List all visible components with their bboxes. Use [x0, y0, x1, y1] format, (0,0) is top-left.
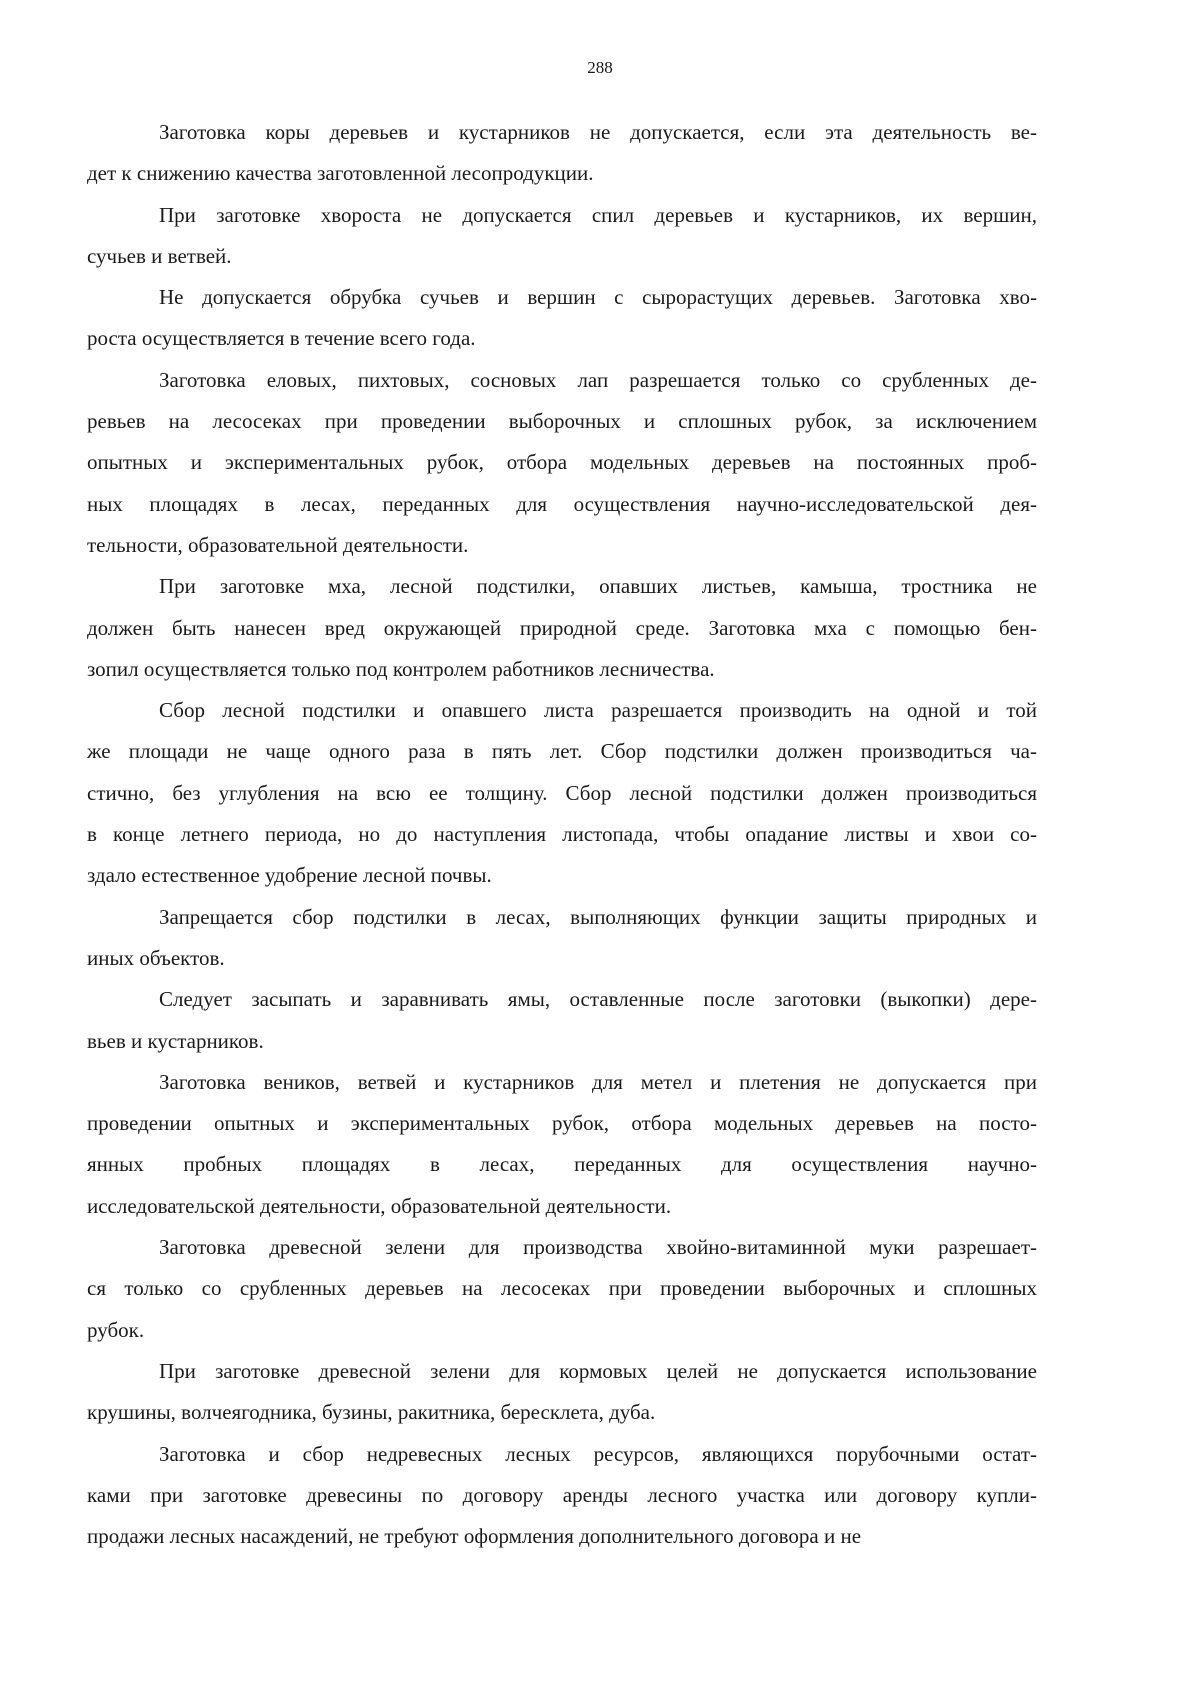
text-line: рубок.: [87, 1317, 145, 1342]
paragraph: [87, 1351, 1037, 1434]
paragraph: [87, 112, 1037, 195]
text-line: крушины, волчеягодника, бузины, ракитника, бересклета, дуба.: [87, 1400, 656, 1425]
text-line: иных объектов.: [87, 945, 225, 970]
text-line: Заготовка веников, ветвей и кустарников для метел и плетения не допускается при: [159, 1069, 1037, 1094]
paragraph: [87, 690, 1037, 896]
text-line: Заготовка древесной зелени для производства хвойно-витаминной муки разрешает-: [159, 1235, 1037, 1260]
page-number: 288: [587, 58, 613, 77]
text-line: проведении опытных и экспериментальных рубок, отбора модельных деревьев на посто-: [87, 1111, 1037, 1136]
text-line: роста осуществляется в течение всего года.: [87, 326, 476, 351]
text-line: тельности, образовательной деятельности.: [87, 532, 469, 557]
text-line: в конце летнего периода, но до наступления листопада, чтобы опадание листвы и хвои со-: [87, 822, 1037, 847]
text-line: янных пробных площадях в лесах, переданных для осуществления научно-: [87, 1152, 1037, 1177]
text-line: Заготовка еловых, пихтовых, сосновых лап разрешается только со срубленных де-: [159, 367, 1037, 392]
text-line: же площади не чаще одного раза в пять лет. Сбор подстилки должен производиться ча-: [87, 739, 1037, 764]
paragraph: [87, 566, 1037, 690]
paragraph: [87, 1434, 1037, 1558]
text-line: Запрещается сбор подстилки в лесах, выполняющих функции защиты природных и: [159, 904, 1037, 929]
text-line: ся только со срубленных деревьев на лесосеках при проведении выборочных и сплошных: [87, 1276, 1037, 1301]
text-line: сучьев и ветвей.: [87, 243, 232, 268]
paragraph: [87, 897, 1037, 980]
paragraph: [87, 979, 1037, 1062]
text-line: Сбор лесной подстилки и опавшего листа разрешается производить на одной и той: [159, 698, 1037, 723]
text-line: При заготовке древесной зелени для кормовых целей не допускается использование: [159, 1358, 1037, 1383]
text-line: дет к снижению качества заготовленной лесопродукции.: [87, 161, 594, 186]
text-line: должен быть нанесен вред окружающей природной среде. Заготовка мха с помощью бен-: [87, 615, 1037, 640]
text-line: стично, без углубления на всю ее толщину. Сбор лесной подстилки должен производиться: [87, 780, 1037, 805]
text-line: продажи лесных насаждений, не требуют оформления дополнительного договора и не: [87, 1524, 862, 1549]
paragraph: [87, 277, 1037, 360]
text-line: исследовательской деятельности, образовательной деятельности.: [87, 1193, 672, 1218]
paragraph: [87, 360, 1037, 566]
text-line: Не допускается обрубка сучьев и вершин с сырорастущих деревьев. Заготовка хво-: [159, 285, 1037, 310]
text-line: ных площадях в лесах, переданных для осуществления научно-исследовательской дея-: [87, 491, 1037, 516]
text-line: вьев и кустарников.: [87, 1028, 264, 1053]
document-body: [87, 112, 1037, 1557]
text-line: При заготовке мха, лесной подстилки, опавших листьев, камыша, тростника не: [159, 574, 1037, 599]
text-line: зопил осуществляется только под контролем работников лесничества.: [87, 656, 715, 681]
text-line: опытных и экспериментальных рубок, отбора модельных деревьев на постоянных проб-: [87, 450, 1037, 475]
text-line: ками при заготовке древесины по договору аренды лесного участка или договору купли-: [87, 1482, 1037, 1507]
paragraph: [87, 195, 1037, 278]
text-line: ревьев на лесосеках при проведении выборочных и сплошных рубок, за исключением: [87, 409, 1037, 434]
paragraph: [87, 1227, 1037, 1351]
text-line: Заготовка коры деревьев и кустарников не допускается, если эта деятельность ве-: [159, 120, 1037, 144]
paragraph: [87, 1062, 1037, 1227]
text-line: Следует засыпать и заравнивать ямы, оставленные после заготовки (выкопки) дере-: [159, 987, 1037, 1012]
text-line: При заготовке хвороста не допускается спил деревьев и кустарников, их вершин,: [159, 202, 1037, 227]
text-line: Заготовка и сбор недревесных лесных ресурсов, являющихся порубочными остат-: [159, 1441, 1037, 1466]
text-line: здало естественное удобрение лесной почвы.: [87, 863, 492, 888]
